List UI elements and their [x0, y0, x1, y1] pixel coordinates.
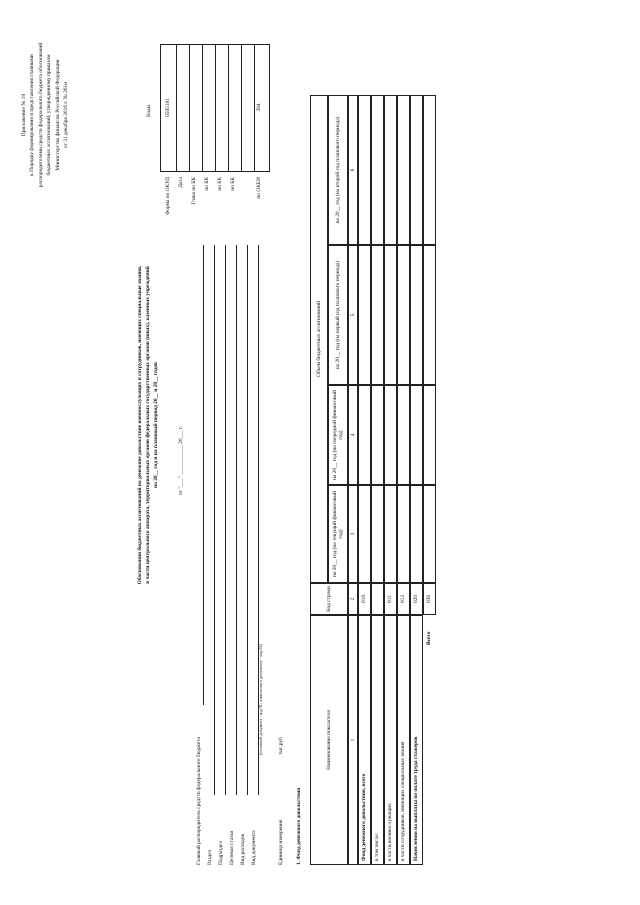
date-line: от "___" ___________ 20___ г.: [178, 426, 184, 495]
appendix-line: бюджетных ассигнований, утвержденному приказом: [46, 54, 53, 176]
header-code-text: Код строки: [325, 586, 332, 612]
appendix-line: Министерства финансов Российской Федерации: [54, 59, 61, 171]
section-title: 1. Фонд денежного довольствия: [296, 787, 302, 865]
unit-label: Единица измерения: [278, 819, 284, 865]
header-c6-text: на 20__ год (на второй год планового периода): [334, 116, 341, 224]
value-cell[interactable]: [358, 95, 371, 245]
unit-value: тыс.руб: [278, 737, 284, 755]
row-code: [384, 583, 397, 615]
header-c3: [328, 485, 348, 583]
total-value-cell[interactable]: [423, 385, 436, 485]
codes-label: по ОКЕИ: [256, 177, 262, 199]
value-cell[interactable]: [384, 485, 397, 583]
column-number-text: 3: [349, 532, 356, 536]
codes-label: Глава по БК: [191, 177, 197, 205]
value-cell[interactable]: [371, 385, 384, 485]
value-cell[interactable]: [384, 245, 397, 385]
row-code-text: 010: [361, 594, 368, 604]
row-code-text: 011: [387, 595, 394, 603]
row-name: [384, 615, 397, 865]
value-cell[interactable]: [410, 485, 423, 583]
header-c4-text: на 20__ год (на очередной финансовый год): [331, 390, 344, 480]
doc-type-hint: (основной документ - код 01; изменения к документу - код 02): [258, 644, 263, 755]
row-name: [410, 615, 423, 865]
field-label: Главный распорядитель средств федерального бюджета: [196, 736, 202, 865]
appendix-block: [20, 15, 70, 215]
column-number: [348, 583, 358, 615]
header-name: [310, 615, 348, 865]
field-input-line[interactable]: [225, 245, 226, 795]
row-code-text: 020: [413, 594, 420, 604]
row-code: [397, 583, 410, 615]
row-code-text: 012: [400, 594, 407, 604]
column-number: [348, 245, 358, 385]
value-cell[interactable]: [397, 385, 410, 485]
codes-divider: [189, 44, 190, 172]
row-name: [358, 615, 371, 865]
row-name-text: в том числе:: [374, 832, 381, 861]
value-cell[interactable]: [358, 385, 371, 485]
value-cell[interactable]: [410, 245, 423, 385]
column-number: [348, 95, 358, 245]
total-value-cell[interactable]: [423, 245, 436, 385]
codes-divider: [176, 44, 177, 172]
appendix-line: от 31 декабря 2016 г. № 261н: [63, 81, 70, 149]
title-line: на 20__ год и на плановый период 20__ и 20__ годов: [153, 362, 159, 488]
field-label: Целевая статья: [229, 830, 235, 865]
column-number: [348, 615, 358, 865]
total-label: Всего: [426, 631, 432, 645]
codes-label: по БК: [230, 177, 236, 191]
row-code: [371, 583, 384, 615]
header-c4: [328, 385, 348, 485]
value-cell[interactable]: [410, 95, 423, 245]
column-number-text: 1: [349, 738, 356, 742]
field-input-line[interactable]: [214, 245, 215, 795]
codes-divider: [215, 44, 216, 172]
codes-header: Коды: [146, 104, 152, 117]
header-volume: [310, 95, 328, 583]
value-cell[interactable]: [397, 95, 410, 245]
appendix-line: распорядителями средств федерального бюджета обоснований: [37, 42, 44, 188]
codes-label: Форма по ОКУД: [165, 177, 171, 215]
value-cell[interactable]: [371, 245, 384, 385]
field-label: Раздел: [207, 849, 213, 865]
row-name: [397, 615, 410, 865]
codes-label: Дата: [178, 177, 184, 188]
document-title: [136, 205, 160, 645]
field-label: Вид расходов: [240, 834, 246, 865]
codes-divider: [202, 44, 203, 172]
header-c3-text: на 20__ год (на текущий финансовый год): [331, 491, 344, 577]
title-line: Обоснования бюджетных ассигнований на денежное довольствие военнослужащих и сотрудников, имеющих специальные звания,: [137, 265, 143, 585]
value-cell[interactable]: [358, 245, 371, 385]
row-code: [358, 583, 371, 615]
value-cell[interactable]: [371, 485, 384, 583]
field-input-line[interactable]: [236, 245, 237, 795]
header-c5: [328, 245, 348, 385]
column-number-text: 6: [349, 168, 356, 172]
column-number-text: 5: [349, 313, 356, 317]
field-label: Вид документа: [251, 830, 257, 865]
value-cell[interactable]: [397, 245, 410, 385]
codes-divider: [254, 44, 255, 172]
total-code: [423, 583, 436, 615]
field-input-line[interactable]: [247, 245, 248, 795]
column-number-text: 2: [349, 597, 356, 601]
header-c5-text: на 20__ год (на первый год планового периода): [334, 260, 341, 370]
field-label: Подраздел: [218, 840, 224, 865]
value-cell[interactable]: [358, 485, 371, 583]
row-name-text: Фонд денежного довольствия, всего: [361, 773, 368, 861]
header-name-text: Наименование показателя: [325, 710, 332, 770]
row-name: [371, 615, 384, 865]
total-value-cell[interactable]: [423, 95, 436, 245]
value-cell[interactable]: [397, 485, 410, 583]
total-code-text: 030: [426, 594, 433, 604]
codes-value: 0505181: [165, 98, 171, 117]
value-cell[interactable]: [384, 95, 397, 245]
row-name-text: в части военнослужащих: [387, 803, 394, 861]
codes-divider: [241, 44, 242, 172]
appendix-line: к Порядку формирования и представления главными: [29, 54, 36, 176]
codes-label: по БК: [217, 177, 223, 191]
header-volume-text: Объем бюджетных ассигнований: [315, 301, 322, 378]
title-line: в части центрального аппарата, территориальных органов федеральных государственных органов (иных), казенных учреждений: [145, 266, 151, 584]
value-cell[interactable]: [410, 385, 423, 485]
codes-value: 384: [256, 103, 262, 112]
row-code: [410, 583, 423, 615]
column-number: [348, 385, 358, 485]
codes-divider: [228, 44, 229, 172]
value-cell[interactable]: [371, 95, 384, 245]
column-number-text: 4: [349, 433, 356, 437]
total-value-cell[interactable]: [423, 485, 436, 583]
appendix-line: Приложение № 18: [21, 93, 27, 137]
column-number: [348, 485, 358, 583]
field-input-line[interactable]: [203, 245, 204, 705]
row-name-text: в части сотрудников, имеющих специальные звания: [400, 741, 407, 861]
value-cell[interactable]: [384, 385, 397, 485]
row-name-text: Начисления на выплаты по оплате труда стажеров: [413, 736, 420, 861]
header-code: [310, 583, 348, 615]
codes-label: по БК: [204, 177, 210, 191]
header-c6: [328, 95, 348, 245]
